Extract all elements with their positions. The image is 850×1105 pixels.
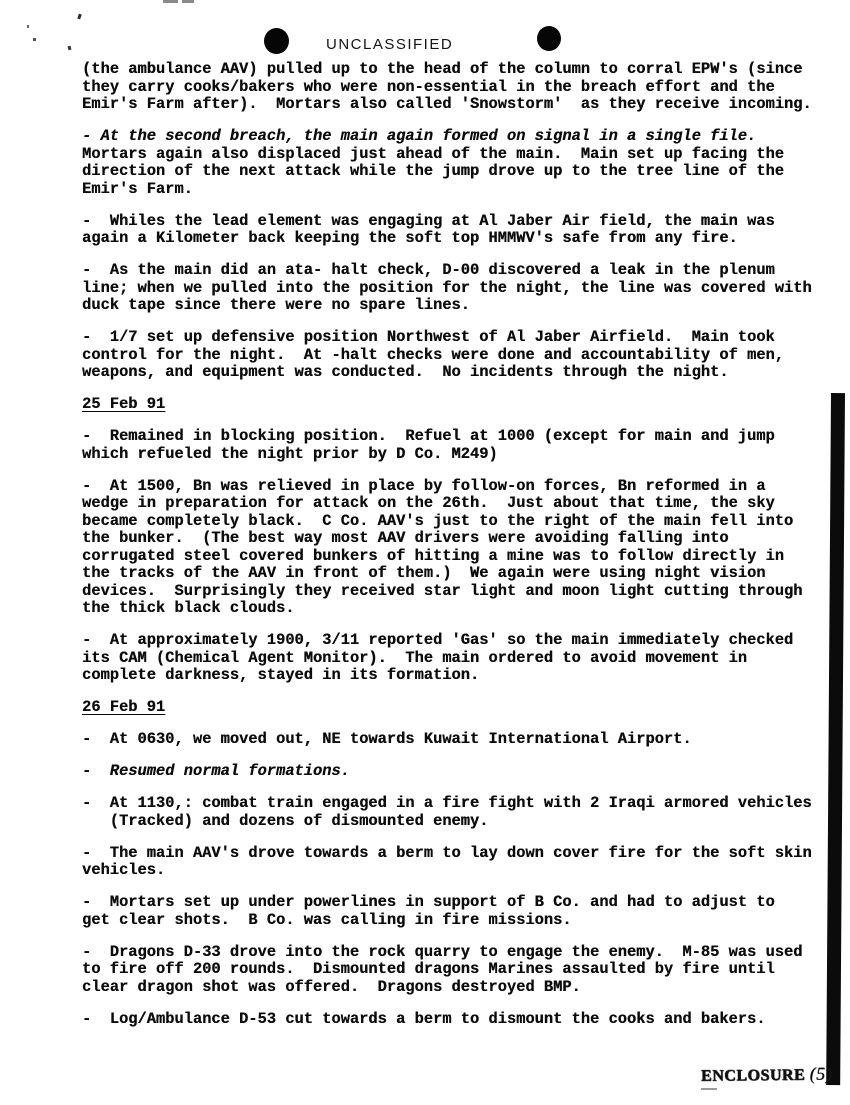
text-line: get clear shots. B Co. was calling in fire missions. [82,910,572,929]
paragraph [82,1011,842,1029]
paragraph [82,845,842,880]
text-line: - Mortars set up under powerlines in support of B Co. and had to adjust to [82,893,775,911]
enclosure-stamp-number: (5) [809,1063,833,1084]
text-line: devices. Surprisingly they received star light and moon light cutting through [82,581,803,600]
text-line: the thick black clouds. [82,599,295,617]
date-heading [82,699,842,717]
scan-artifact-dash [163,0,178,3]
text-line: Emir's Farm after). Mortars also called 'Snowstorm' as they receive incoming. [82,95,812,113]
paragraph [82,632,842,685]
text-line: Emir's Farm. [82,179,193,198]
text-line: - At 1500, Bn was relieved in place by follow-on forces, Bn reformed in a [82,476,766,495]
enclosure-stamp [701,1063,832,1085]
text-line: duck tape since there were no spare lines. [82,296,470,314]
scan-artifact-speck [68,46,72,51]
scan-artifact-dash [182,0,194,3]
text-line: weapons, and equipment was conducted. No incidents through the night. [82,363,729,381]
text-line: (Tracked) and dozens of dismounted enemy. [82,811,489,830]
text-line: corrugated steel covered bunkers of hitting a mine was to follow directly in [82,546,784,565]
text-line: - As the main did an ata- halt check, D-00 discovered a leak in the plenum [82,261,775,279]
paragraph [82,731,842,749]
paragraph [82,213,842,248]
heading-text: 25 Feb 91 [82,395,166,413]
paragraph [82,763,842,781]
text-line: the bunker. (The best way most AAV drivers were avoiding falling into [82,529,729,547]
date-heading [82,396,842,414]
enclosure-stamp-label: ENCLOSURE [700,1066,810,1085]
text-line: its CAM (Chemical Agent Monitor). The main ordered to avoid movement in [82,648,747,667]
text-line: Mortars again also displaced just ahead of the main. Main set up facing the [82,144,784,163]
hole-punch-dot-icon [537,26,561,51]
text-line: - 1/7 set up defensive position Northwest of Al Jaber Airfield. Main took [82,328,775,346]
text-line: - Log/Ambulance D-53 cut towards a berm to dismount the cooks and bakers. [82,1009,766,1028]
text-line: they carry cooks/bakers who were non-essential in the breach effort and the [82,77,775,96]
text-line: to fire off 200 rounds. Dismounted dragons Marines assaulted by fire until [82,960,775,978]
heading-text: 26 Feb 91 [82,698,166,716]
paragraph [82,795,842,830]
paragraph [82,329,842,382]
text-line: wedge in preparation for attack on the 26th. Just about that time, the sky [82,494,775,512]
paragraph [82,478,842,618]
text-line: complete darkness, stayed in its formation. [82,666,480,684]
text-line: clear dragon shot was offered. Dragons destroyed BMP. [82,977,581,996]
paragraph [82,128,842,198]
text-line: - Whiles the lead element was engaging at Al Jaber Air field, the main was [82,211,775,230]
paragraph [82,894,842,929]
text-line: the tracks of the AAV in front of them.) We again were using night vision [82,564,766,582]
paragraph [82,428,842,463]
paragraph [82,944,842,997]
text-line: became completely black. C Co. AAV's just to the right of the main fell into [82,511,794,530]
text-line [82,699,842,717]
text-line: (the ambulance AAV) pulled up to the head of the column to corral EPW's (since [82,60,803,78]
paragraph [82,61,842,114]
scan-artifact-smudge [701,1088,717,1090]
hole-punch-dot-icon [264,28,289,54]
text-line: control for the night. At -halt checks were done and accountability of men, [82,345,784,364]
scan-artifact-speck [77,14,82,20]
text-line: vehicles. [82,861,166,879]
text-line: - At 0630, we moved out, NE towards Kuwait International Airport. [82,730,692,748]
text-line: line; when we pulled into the position for the night, the line was covered with [82,278,812,297]
scan-artifact-speck [27,25,29,28]
paragraph [82,262,842,315]
text-line: - Remained in blocking position. Refuel at 1000 (except for main and jump [82,427,775,445]
classification-header: UNCLASSIFIED [326,36,454,53]
text-line [82,396,842,414]
text-line: direction of the next attack while the jump drove up to the tree line of the [82,162,784,180]
text-line: - Resumed normal formations. [82,762,350,780]
scan-artifact-speck [33,38,36,41]
text-line: - At 1130,: combat train engaged in a fire fight with 2 Iraqi armored vehicles [82,794,812,812]
text-line: - At the second breach, the main again formed on signal in a single file. [82,127,757,145]
text-line: again a Kilometer back keeping the soft top HMMWV's safe from any fire. [82,229,738,247]
document-body [82,61,842,1043]
text-line: - The main AAV's drove towards a berm to lay down cover fire for the soft skin [82,843,812,862]
text-line: which refueled the night prior by D Co. M249) [82,444,498,463]
text-line: - Dragons D-33 drove into the rock quarry to engage the enemy. M-85 was used [82,942,803,961]
text-line: - At approximately 1900, 3/11 reported 'Gas' so the main immediately checked [82,631,794,649]
